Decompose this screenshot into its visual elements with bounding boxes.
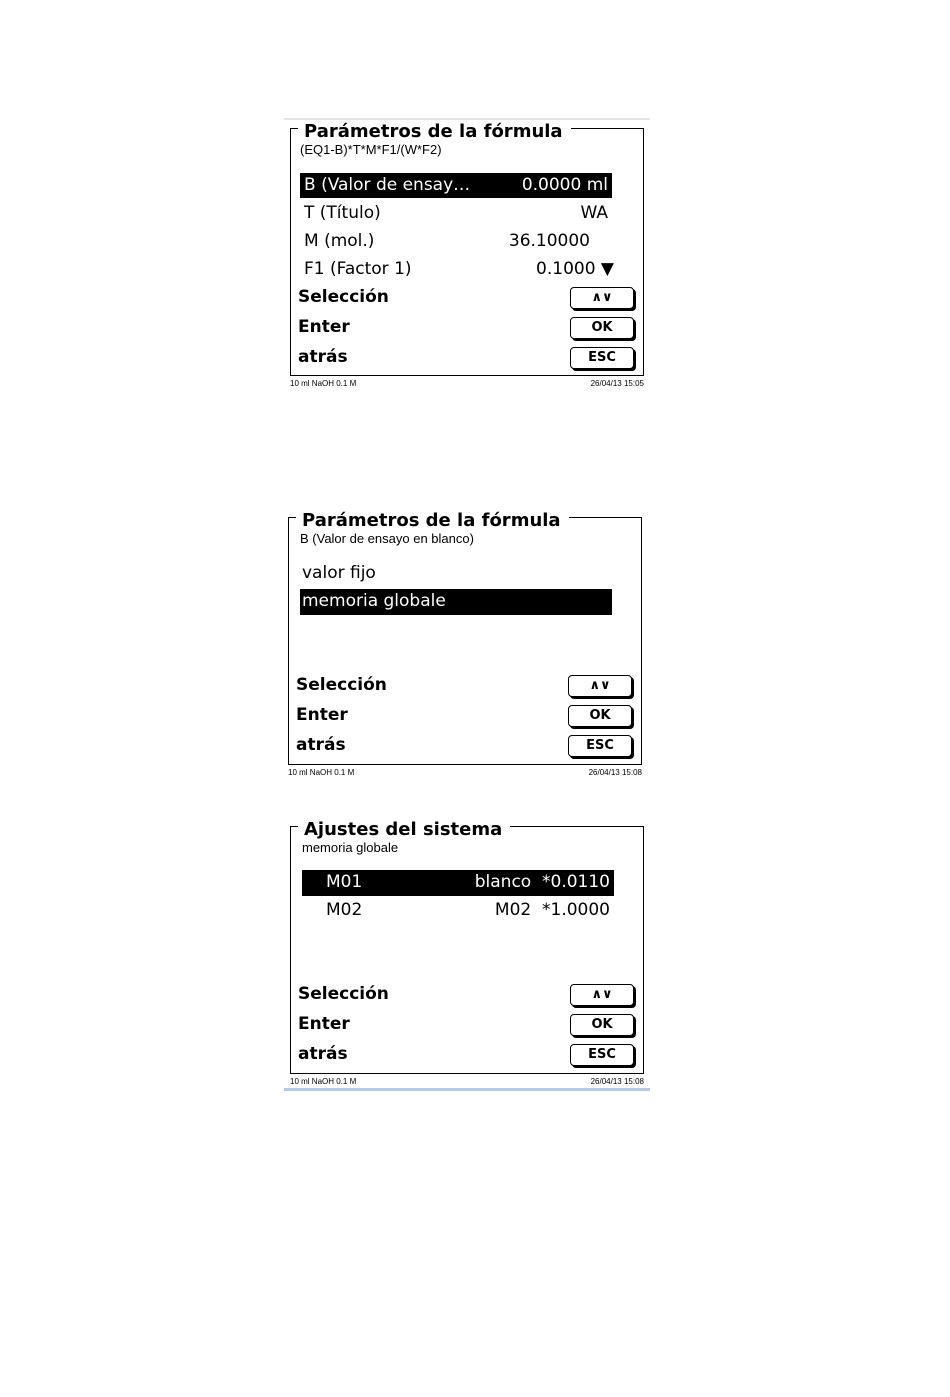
- memory-row-m01[interactable]: [302, 870, 614, 896]
- selection-label: Selección: [298, 984, 389, 1004]
- screen-top-edge: [284, 118, 650, 120]
- formula-subtitle: (EQ1-B)*T*M*F1/(W*F2): [300, 142, 442, 157]
- enter-label: Enter: [298, 1014, 350, 1034]
- system-settings-screen: [284, 816, 650, 1088]
- param-value: 0.1000 ▼: [536, 259, 614, 279]
- screen-title: Parámetros de la fórmula: [296, 511, 569, 531]
- param-value: WA: [580, 203, 608, 223]
- memory-id: M01: [326, 872, 363, 892]
- param-label: B (Valor de ensay…: [304, 175, 471, 195]
- option-global-memory[interactable]: [300, 589, 612, 615]
- enter-label: Enter: [296, 705, 348, 725]
- timestamp: 26/04/13 15:05: [590, 379, 644, 388]
- up-down-key[interactable]: ∧∨: [570, 287, 634, 309]
- back-label: atrás: [298, 347, 348, 367]
- option-label: memoria globale: [302, 591, 446, 611]
- status-bar: [288, 766, 642, 779]
- param-label: M (mol.): [304, 231, 375, 251]
- param-value: 36.10000: [508, 231, 590, 251]
- param-label: F1 (Factor 1): [304, 259, 412, 279]
- memory-id: M02: [326, 900, 363, 920]
- ok-key[interactable]: OK: [568, 705, 632, 727]
- screen-frame: [288, 517, 642, 765]
- selection-label: Selección: [298, 287, 389, 307]
- up-down-key[interactable]: ∧∨: [570, 984, 634, 1006]
- option-fixed-value[interactable]: [300, 561, 612, 586]
- ok-key[interactable]: OK: [570, 1014, 634, 1036]
- timestamp: 26/04/13 15:08: [590, 1077, 644, 1086]
- esc-key[interactable]: ESC: [568, 735, 632, 757]
- selection-label: Selección: [296, 675, 387, 695]
- up-down-key[interactable]: ∧∨: [568, 675, 632, 697]
- screen-subtitle: memoria globale: [302, 840, 399, 855]
- back-label: atrás: [296, 735, 346, 755]
- memory-value: M02 *1.0000: [494, 900, 610, 920]
- screen-title: Ajustes del sistema: [298, 820, 510, 840]
- method-name: 10 ml NaOH 0.1 M: [288, 768, 355, 777]
- blank-value-source-screen: [282, 507, 648, 779]
- screen-subtitle: B (Valor de ensayo en blanco): [300, 531, 474, 546]
- param-row-t[interactable]: [300, 201, 612, 226]
- screen-bottom-edge: [284, 1088, 650, 1091]
- screen-title: Parámetros de la fórmula: [298, 122, 571, 142]
- enter-label: Enter: [298, 317, 350, 337]
- param-row-m[interactable]: [300, 229, 612, 254]
- esc-key[interactable]: ESC: [570, 347, 634, 369]
- esc-key[interactable]: ESC: [570, 1044, 634, 1066]
- method-name: 10 ml NaOH 0.1 M: [290, 379, 357, 388]
- method-name: 10 ml NaOH 0.1 M: [290, 1077, 357, 1086]
- timestamp: 26/04/13 15:08: [588, 768, 642, 777]
- param-row-b[interactable]: [300, 173, 612, 198]
- status-bar: [290, 377, 644, 390]
- screen-frame: [290, 826, 644, 1074]
- status-bar: [290, 1075, 644, 1088]
- param-value: 0.0000 ml: [521, 175, 608, 195]
- memory-value: blanco *0.0110: [474, 872, 610, 892]
- memory-row-m02[interactable]: [302, 898, 614, 923]
- param-label: T (Título): [304, 203, 381, 223]
- back-label: atrás: [298, 1044, 348, 1064]
- option-label: valor fijo: [302, 563, 376, 583]
- param-row-f1[interactable]: [300, 257, 612, 282]
- formula-parameters-screen: [284, 118, 650, 390]
- ok-key[interactable]: OK: [570, 317, 634, 339]
